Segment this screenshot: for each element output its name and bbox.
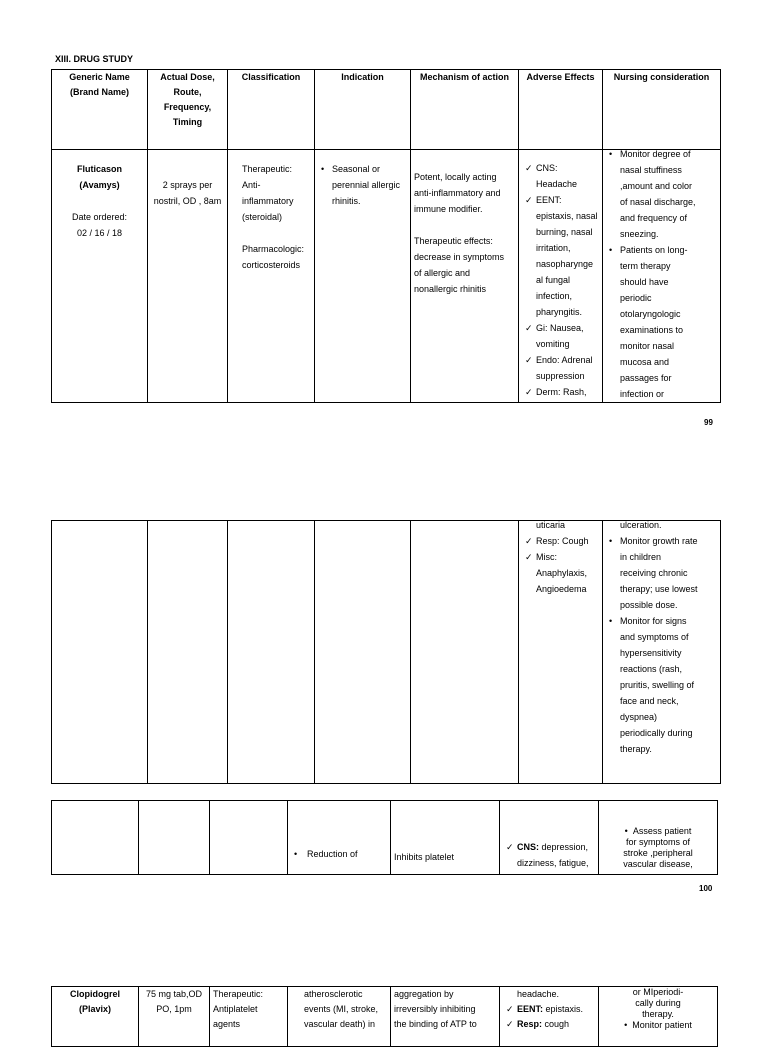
list-item: sneezing. [620, 229, 659, 239]
table-header-row [52, 70, 721, 150]
header-mechanism: Mechanism of action [411, 70, 519, 150]
mechanism-cell: aggregation by irreversibly inhibiting the binding of ATP to [391, 987, 500, 1047]
list-item: burning, nasal [536, 227, 593, 237]
classification-cell: Therapeutic: Anti- inflammatory (steroidal) Pharmacologic: corticosteroids [228, 150, 315, 403]
list-item: pharyngitis. [536, 307, 583, 317]
list-item: Headache [536, 179, 578, 189]
dose-cell: 75 mg tab,OD PO, 1pm [139, 987, 210, 1047]
adverse-effects-cell: headache. ✓ EENT: epistaxis. ✓ Resp: cough [500, 987, 599, 1047]
list-item: dyspnea) [620, 712, 658, 722]
list-item: reactions (rash, [620, 664, 683, 674]
list-item: • Monitor growth rate [606, 533, 717, 549]
list-item: passages for [620, 373, 672, 383]
drug-study-table-2-continuation [51, 986, 718, 1047]
list-item: otolaryngologic [620, 309, 681, 319]
nursing-consideration-cell: • Assess patient for symptoms of stroke ,peripheral vascular disease, [599, 801, 718, 875]
header-nursing-consideration: Nursing consideration [603, 70, 721, 150]
indication-cell: • Seasonal or perennial allergic rhinitis. [315, 150, 411, 403]
bullet-icon: • [609, 149, 613, 159]
nursing-consideration-cell [603, 150, 721, 403]
list-item: suppression [536, 371, 585, 381]
adverse-effects-cell [519, 521, 603, 784]
section-title: XIII. DRUG STUDY [55, 54, 134, 64]
list-item: and symptoms of [620, 632, 689, 642]
list-item: ulceration. [620, 520, 662, 530]
page-number: 99 [704, 418, 713, 427]
list-item: epistaxis, nasal [536, 211, 598, 221]
list-item: ✓ Endo: Adrenal [522, 352, 599, 368]
table-row [52, 801, 718, 875]
nursing-consideration-cell: or MIperiodi- cally during therapy. • Monitor patient [599, 987, 718, 1047]
classification-cell: Therapeutic: Antiplatelet agents [210, 987, 288, 1047]
list-item: uticaria [536, 520, 566, 530]
header-adverse-effects: Adverse Effects [519, 70, 603, 150]
list-item: mucosa and [620, 357, 670, 367]
nursing-consideration-list [606, 521, 717, 758]
list-item: periodically during [620, 728, 693, 738]
mechanism-cell: Potent, locally acting anti-inflammatory and immune modifier. Therapeutic effects: decrease in symptoms of allergic and nonallergic rhinitis [411, 150, 519, 403]
list-item: and frequency of [620, 213, 688, 223]
list-item: • Monitor for signs [606, 613, 717, 629]
page-number: 100 [699, 884, 713, 893]
table-row [52, 521, 721, 784]
list-item: Anaphylaxis, [536, 568, 588, 578]
list-item: of nasal discharge, [620, 197, 696, 207]
list-item: infection, [536, 291, 573, 301]
list-item: ✓ Resp: Cough [522, 533, 599, 549]
bullet-icon: • [609, 616, 613, 626]
list-item: in children [620, 552, 662, 562]
adverse-effects-cell [519, 150, 603, 403]
list-item: • Monitor degree of [606, 150, 717, 163]
list-item: hypersensitivity [620, 648, 682, 658]
list-item: receiving chronic [620, 568, 688, 578]
list-item: vomiting [536, 339, 570, 349]
list-item: infection or [620, 389, 665, 399]
adverse-effects-cell: ✓ CNS: depression, dizziness, fatigue, [500, 801, 599, 875]
list-item: ✓ Misc: [522, 549, 599, 565]
checkmark-icon: ✓ [525, 355, 533, 365]
drug-study-table [51, 69, 721, 403]
checkmark-icon: ✓ [525, 323, 533, 333]
drug-study-continuation-table [51, 520, 721, 784]
table-row [52, 987, 718, 1047]
header-classification: Classification [228, 70, 315, 150]
list-item: examinations to [620, 325, 684, 335]
header-dose: Actual Dose, Route, Frequency, Timing [148, 70, 228, 150]
nursing-consideration-cell [603, 521, 721, 784]
list-item: should have [620, 277, 669, 287]
list-item: periodic [620, 293, 652, 303]
generic-name-cell: Clopidogrel (Plavix) [52, 987, 139, 1047]
mechanism-cell: Inhibits platelet [391, 801, 500, 875]
table-row [52, 150, 721, 403]
adverse-effects-list [522, 160, 599, 400]
indication-cell: atherosclerotic events (MI, stroke, vascular death) in [288, 987, 391, 1047]
bullet-icon: • [609, 245, 613, 255]
list-item: nasopharynge [536, 259, 594, 269]
list-item: monitor nasal [620, 341, 675, 351]
list-item: ✓ Gi: Nausea, [522, 320, 599, 336]
list-item: ✓ CNS: [522, 160, 599, 176]
list-item: Angioedema [536, 584, 587, 594]
list-item: ,amount and color [620, 181, 693, 191]
indication-cell: • Reduction of [288, 801, 391, 875]
list-item: ✓ EENT: [522, 192, 599, 208]
list-item: face and neck, [620, 696, 679, 706]
checkmark-icon: ✓ [525, 195, 533, 205]
list-item: al fungal [536, 275, 571, 285]
list-item: possible dose. [620, 600, 678, 610]
checkmark-icon: ✓ [525, 387, 533, 397]
list-item: irritation, [536, 243, 571, 253]
checkmark-icon: ✓ [525, 552, 533, 562]
list-item: ✓ Derm: Rash, [522, 384, 599, 400]
header-indication: Indication [315, 70, 411, 150]
dose-cell: 2 sprays per nostril, OD , 8am [148, 150, 228, 403]
list-item: pruritis, swelling of [620, 680, 695, 690]
list-item: nasal stuffiness [620, 165, 682, 175]
nursing-consideration-list [606, 150, 717, 403]
bullet-icon: • [609, 536, 613, 546]
adverse-effects-list [522, 521, 599, 598]
header-generic-name: Generic Name (Brand Name) [52, 70, 148, 150]
list-item: therapy. [620, 744, 652, 754]
drug-study-table-2 [51, 800, 718, 875]
list-item: therapy; use lowest [620, 584, 698, 594]
checkmark-icon: ✓ [525, 163, 533, 173]
list-item: • Patients on long- [606, 242, 717, 258]
checkmark-icon: ✓ [525, 536, 533, 546]
list-item: term therapy [620, 261, 671, 271]
generic-name-cell: Fluticason (Avamys) Date ordered: 02 / 16 / 18 [52, 150, 148, 403]
